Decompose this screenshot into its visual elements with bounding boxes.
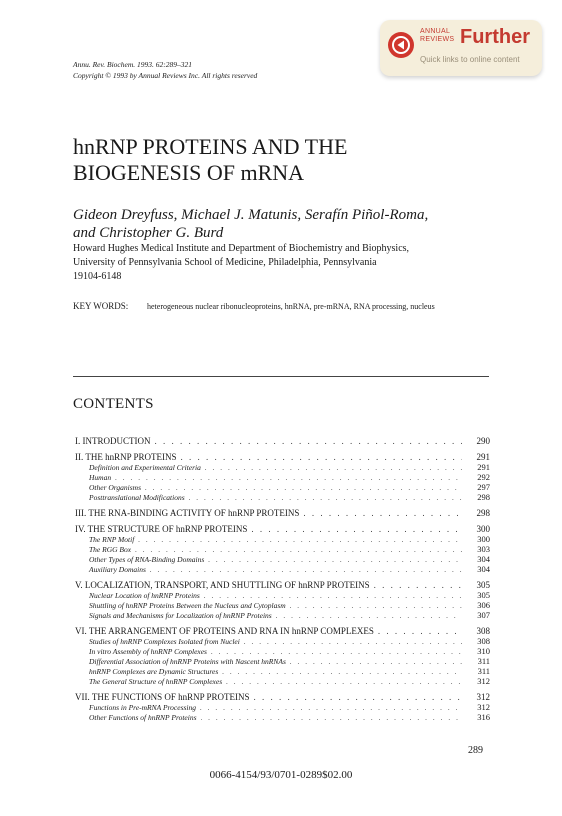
toc-page: 291 <box>476 452 490 462</box>
toc-page: 304 <box>477 554 490 564</box>
toc-entry[interactable] <box>75 450 490 462</box>
toc-page: 305 <box>476 580 490 590</box>
authors-line-1: Gideon Dreyfuss, Michael J. Matunis, Serafín Piñol-Roma, <box>73 207 429 223</box>
toc-leader-dots <box>244 637 462 646</box>
toc-page: 305 <box>477 590 490 600</box>
toc-leader-dots <box>208 555 462 564</box>
toc-page: 316 <box>477 712 490 722</box>
toc-leader-dots <box>222 667 462 676</box>
citation-journal: Annu. Rev. Biochem. 1993. 62:289–321 <box>73 60 193 69</box>
toc-leader-dots <box>211 647 462 656</box>
toc-page: 292 <box>477 472 490 482</box>
toc-page: 306 <box>477 600 490 610</box>
toc-label: Functions in Pre-mRNA Processing <box>89 703 196 712</box>
toc-label: III. THE RNA-BINDING ACTIVITY OF hnRNP PROTEINS <box>75 508 300 518</box>
affiliation-line-3: 19104-6148 <box>73 271 122 282</box>
toc-label: Posttranslational Modifications <box>89 493 185 502</box>
toc-leader-dots <box>290 657 462 666</box>
title-line-2: BIOGENESIS OF mRNA <box>73 160 305 185</box>
toc-entry[interactable] <box>75 506 490 518</box>
toc-page: 307 <box>477 610 490 620</box>
toc-leader-dots <box>145 483 462 492</box>
toc-subentry[interactable] <box>75 676 490 686</box>
toc-label: Studies of hnRNP Complexes Isolated from Nuclei <box>89 637 240 646</box>
toc-page: 300 <box>477 534 490 544</box>
toc-page: 291 <box>477 462 490 472</box>
toc-subentry[interactable] <box>75 544 490 554</box>
toc-label: Other Functions of hnRNP Proteins <box>89 713 197 722</box>
page-number: 289 <box>468 745 483 756</box>
footer-code: 0066-4154/93/0701-0289$02.00 <box>209 769 353 781</box>
toc-subentry[interactable] <box>75 534 490 544</box>
further-badge[interactable] <box>380 20 542 76</box>
toc-leader-dots <box>181 452 462 462</box>
toc-label: I. INTRODUCTION <box>75 436 151 446</box>
toc-label: V. LOCALIZATION, TRANSPORT, AND SHUTTLING OF hnRNP PROTEINS <box>75 580 370 590</box>
toc-page: 311 <box>477 656 490 666</box>
toc-leader-dots <box>201 713 463 722</box>
toc-leader-dots <box>150 565 462 574</box>
badge-annual-label: ANNUAL <box>420 28 451 35</box>
toc-subentry[interactable] <box>75 554 490 564</box>
toc-entry[interactable] <box>75 434 490 446</box>
toc-label: Human <box>89 473 112 482</box>
toc-label: Differential Association of hnRNP Proteins with Nascent hnRNAs <box>89 657 286 666</box>
toc-page: 303 <box>477 544 490 554</box>
toc-leader-dots <box>205 463 462 472</box>
toc-leader-dots <box>226 677 462 686</box>
toc-label: The RGG Box <box>89 545 132 554</box>
keywords-text: heterogeneous nuclear ribonucleoproteins, hnRNA, pre-mRNA, RNA processing, nucleus <box>147 302 435 311</box>
play-icon <box>388 32 414 58</box>
citation-copyright: Copyright © 1993 by Annual Reviews Inc. All rights reserved <box>73 71 258 80</box>
toc-leader-dots <box>378 626 462 636</box>
toc-page: 304 <box>477 564 490 574</box>
toc-label: In vitro Assembly of hnRNP Complexes <box>89 647 207 656</box>
toc-label: VII. THE FUNCTIONS OF hnRNP PROTEINS <box>75 692 250 702</box>
toc-leader-dots <box>290 601 462 610</box>
affiliation-line-2: University of Pennsylvania School of Medicine, Philadelphia, Pennsylvania <box>73 257 377 268</box>
toc-leader-dots <box>189 493 462 502</box>
article-title <box>73 134 347 186</box>
toc-page: 308 <box>476 626 490 636</box>
toc-subentry[interactable] <box>75 636 490 646</box>
keywords-label: KEY WORDS: <box>73 301 129 311</box>
toc-label: Definition and Experimental Criteria <box>89 463 201 472</box>
toc-subentry[interactable] <box>75 492 490 502</box>
toc-label: The RNP Motif <box>89 535 135 544</box>
toc-leader-dots <box>115 473 462 482</box>
authors-line-2: and Christopher G. Burd <box>73 225 224 241</box>
toc-leader-dots <box>254 692 462 702</box>
toc-entry[interactable] <box>75 624 490 636</box>
toc-page: 300 <box>476 524 490 534</box>
toc-page: 310 <box>477 646 490 656</box>
badge-reviews-label: REVIEWS <box>420 36 455 43</box>
toc-label: Shuttling of hnRNP Proteins Between the Nucleus and Cytoplasm <box>89 601 286 610</box>
section-divider <box>73 376 489 377</box>
table-of-contents <box>75 434 490 722</box>
toc-leader-dots <box>138 535 462 544</box>
toc-subentry[interactable] <box>75 600 490 610</box>
toc-label: Nuclear Location of hnRNP Proteins <box>89 591 200 600</box>
toc-page: 298 <box>477 492 490 502</box>
toc-label: IV. THE STRUCTURE OF hnRNP PROTEINS <box>75 524 248 534</box>
toc-leader-dots <box>276 611 462 620</box>
affiliation-line-1: Howard Hughes Medical Institute and Department of Biochemistry and Biophysics, <box>73 243 410 254</box>
contents-heading: CONTENTS <box>73 396 154 412</box>
toc-subentry[interactable] <box>75 590 490 600</box>
toc-subentry[interactable] <box>75 482 490 492</box>
toc-subentry[interactable] <box>75 472 490 482</box>
toc-page: 297 <box>477 482 490 492</box>
toc-leader-dots <box>155 436 463 446</box>
toc-label: The General Structure of hnRNP Complexes <box>89 677 223 686</box>
toc-subentry[interactable] <box>75 702 490 712</box>
author-list <box>73 206 428 242</box>
toc-entry[interactable] <box>75 690 490 702</box>
toc-label: Signals and Mechanisms for Localization of hnRNP Proteins <box>89 611 272 620</box>
toc-leader-dots <box>204 591 462 600</box>
affiliation <box>73 242 409 284</box>
toc-page: 312 <box>477 676 490 686</box>
toc-leader-dots <box>200 703 462 712</box>
toc-label: Other Types of RNA-Binding Domains <box>89 555 205 564</box>
toc-label: VI. THE ARRANGEMENT OF PROTEINS AND RNA IN hnRNP COMPLEXES <box>75 626 374 636</box>
toc-page: 308 <box>477 636 490 646</box>
toc-label: hnRNP Complexes are Dynamic Structures <box>89 667 219 676</box>
toc-page: 290 <box>476 436 490 446</box>
toc-label: Auxiliary Domains <box>89 565 146 574</box>
toc-entry[interactable] <box>75 522 490 534</box>
toc-leader-dots <box>135 545 462 554</box>
badge-further-label: Further <box>460 26 530 48</box>
toc-subentry[interactable] <box>75 610 490 620</box>
title-line-1: hnRNP PROTEINS AND THE <box>73 134 348 159</box>
toc-subentry[interactable] <box>75 712 490 722</box>
badge-annual-reviews <box>420 28 454 44</box>
toc-page: 311 <box>477 666 490 676</box>
toc-page: 312 <box>477 702 490 712</box>
badge-tagline: Quick links to online content <box>420 55 520 64</box>
toc-subentry[interactable] <box>75 462 490 472</box>
toc-label: II. THE hnRNP PROTEINS <box>75 452 177 462</box>
toc-subentry[interactable] <box>75 656 490 666</box>
toc-page: 312 <box>476 692 490 702</box>
toc-leader-dots <box>374 580 462 590</box>
toc-page: 298 <box>476 508 490 518</box>
toc-leader-dots <box>303 508 462 518</box>
toc-subentry[interactable] <box>75 564 490 574</box>
toc-subentry[interactable] <box>75 666 490 676</box>
toc-leader-dots <box>251 524 462 534</box>
toc-entry[interactable] <box>75 578 490 590</box>
toc-subentry[interactable] <box>75 646 490 656</box>
toc-label: Other Organisms <box>89 483 142 492</box>
